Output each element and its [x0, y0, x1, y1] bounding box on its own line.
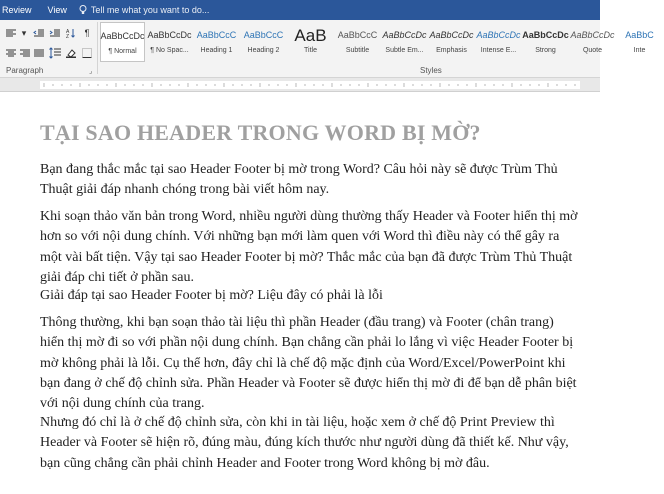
align-right-icon[interactable] [18, 46, 32, 60]
paragraph-group-label: Paragraph [6, 66, 44, 75]
ribbon [0, 20, 654, 78]
style-name: Title [304, 47, 317, 54]
style-name: Intense E... [480, 47, 517, 54]
ruler-bar [0, 78, 600, 92]
style-preview: AaBbCcC [196, 30, 237, 40]
style-preview: AaBbCcDc [429, 30, 474, 40]
borders-icon[interactable] [80, 46, 94, 60]
style-preview: AaBbCcDc [147, 30, 192, 40]
paragraph-5: Nhưng đó chỉ là ở chế độ chỉnh sửa, còn khi in tài liệu, hoặc xem ở chế độ Print Preview thì Header và Footer sẽ hiện rõ, đúng màu, đúng kích thước như người dùng đã thiết kế. Như vậy, bạn cũng chẳng cần phải chỉnh Header and Footer trong Word không bị mờ đâu. [40, 415, 569, 471]
svg-text:Z: Z [66, 34, 70, 40]
style-5[interactable] [335, 22, 380, 62]
style-8[interactable] [476, 22, 521, 62]
style-name: Subtitle [345, 47, 370, 54]
style-preview: AaBbCcDc [100, 31, 145, 41]
tab-review[interactable]: Review [2, 5, 32, 15]
document-page[interactable] [0, 93, 600, 494]
style-name: Heading 2 [247, 47, 280, 54]
tell-me-text: Tell me what you want to do... [90, 5, 210, 15]
paragraph-1: Bạn đang thắc mắc tại sao Header Footer bị mờ trong Word? Câu hỏi này sẽ được Trùm Thủ Thuật giải đáp nhanh chóng trong bài viết hôm nay. [40, 162, 558, 198]
style-name: Heading 1 [200, 47, 233, 54]
line-spacing-icon[interactable] [48, 46, 62, 60]
style-name: Subtle Em... [385, 47, 424, 54]
style-preview: AaB [294, 26, 327, 45]
svg-text:A: A [66, 29, 70, 35]
style-preview: AaBbCcC [243, 30, 284, 40]
style-preview: AaBbCcDc [522, 30, 569, 40]
paragraph-4: Thông thường, khi bạn soạn thảo tài liệu thì phần Header (đầu trang) và Footer (chân trang) hiển thị mờ đi so với phần nội dung chính. Bạn chẳng cần phải lo lắng vì việc Header Footer bị mờ không phải là lỗi. Cụ thể hơn, đây chỉ là chế độ mặc định của Word/Excel/PowerPoint khi bạn đang ở chế độ chỉnh sửa. Phần Header và Footer sẽ được hiển thị mờ đi để bạn dễ phân biệt với nội dung chính của trang. [40, 315, 577, 412]
style-name: Inte [633, 47, 646, 54]
justify-icon[interactable] [32, 46, 46, 60]
document-heading: TẠI SAO HEADER TRONG WORD BỊ MỜ? [40, 120, 481, 145]
paragraph-2: Khi soạn thảo văn bản trong Word, nhiều người dùng thường thấy Header và Footer hiển thị mờ hơn so với nội dung chính. Với những bạn mới làm quen với Word thì điều này có thể gây ra một vài bất tiện. Vậy tại sao Header Footer bị mờ? Thắc mắc của bạn đã được Trùm Thủ Thuật giải đáp chi tiết ở phần sau. [40, 209, 578, 285]
styles-group-label: Styles [420, 66, 442, 75]
style-10[interactable] [570, 22, 615, 62]
style-preview: AaBbCcDc [382, 30, 427, 40]
horizontal-ruler[interactable] [0, 80, 600, 90]
styles-gallery [100, 22, 664, 66]
style-3[interactable] [241, 22, 286, 62]
pilcrow-icon[interactable]: ¶ [84, 28, 90, 38]
shading-icon[interactable] [64, 46, 78, 60]
style-6[interactable] [382, 22, 427, 62]
style-preview: AaBbCcC [337, 30, 378, 40]
style-0[interactable] [100, 22, 145, 62]
style-name: Quote [582, 47, 603, 54]
style-9[interactable] [523, 22, 568, 62]
style-name: Emphasis [436, 47, 467, 54]
tab-view[interactable]: View [47, 5, 67, 15]
align-left-icon[interactable] [4, 26, 18, 40]
paragraph-group [0, 20, 98, 65]
tell-me-box[interactable] [79, 5, 210, 15]
lightbulb-icon [79, 5, 87, 15]
style-7[interactable] [429, 22, 474, 62]
sort-icon[interactable] [64, 26, 78, 40]
style-preview: AaBbCcDc [570, 30, 615, 40]
style-2[interactable] [194, 22, 239, 62]
style-11[interactable] [617, 22, 662, 62]
chevron-down-icon[interactable]: ▾ [21, 27, 27, 38]
style-4[interactable] [288, 22, 333, 62]
increase-indent-icon[interactable] [48, 26, 62, 40]
style-preview: AaBbCcDc [476, 30, 521, 40]
style-name: ¶ Normal [108, 48, 137, 55]
style-1[interactable] [147, 22, 192, 62]
align-center-icon[interactable] [4, 46, 18, 60]
decrease-indent-icon[interactable] [32, 26, 46, 40]
paragraph-3: Giải đáp tại sao Header Footer bị mờ? Liệu đây có phải là lỗi [40, 288, 383, 303]
group-divider [97, 22, 98, 74]
style-name: ¶ No Spac... [150, 47, 189, 54]
style-name: Strong [535, 47, 556, 54]
ribbon-tab-bar [0, 0, 600, 20]
style-preview: AaBbC [625, 30, 654, 40]
dialog-launcher-icon[interactable]: ⌟ [89, 68, 93, 75]
